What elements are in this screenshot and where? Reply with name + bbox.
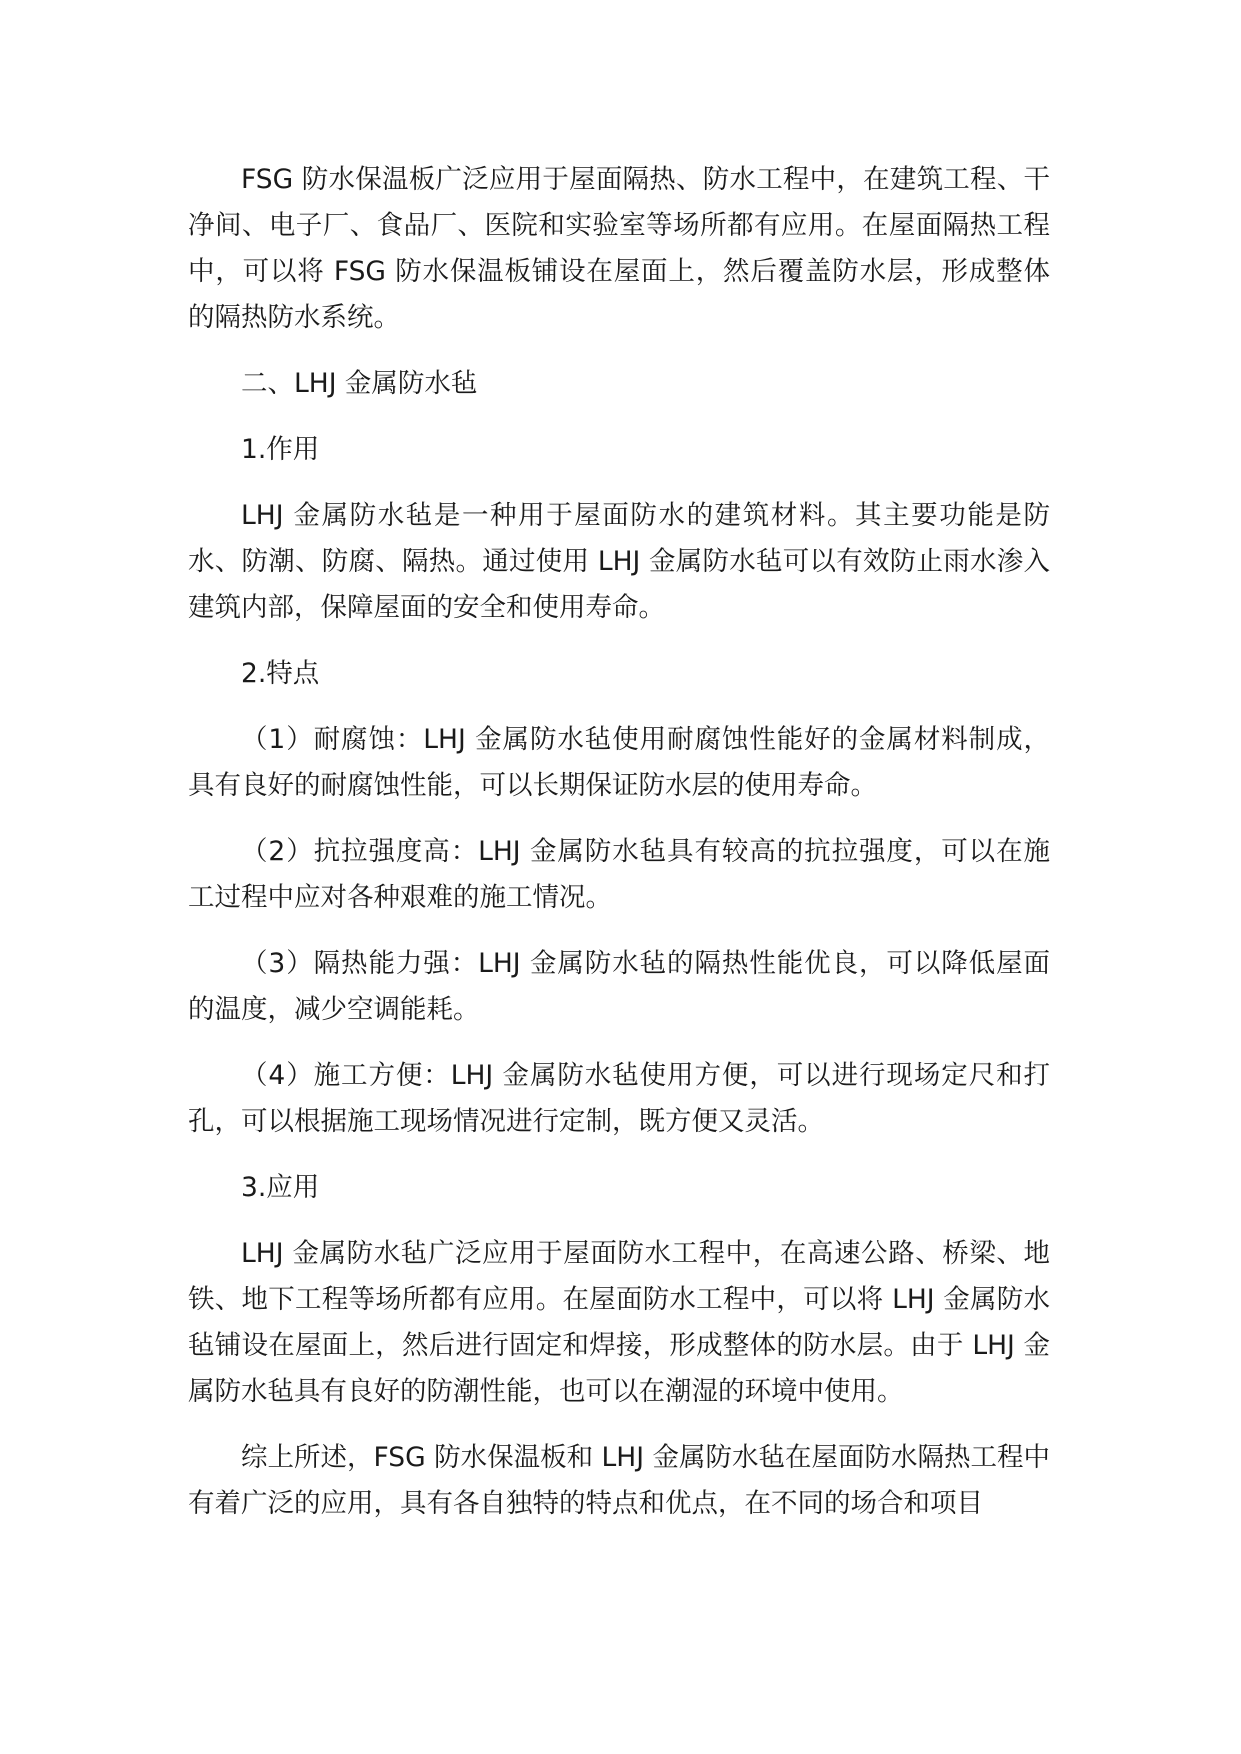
feature-item-3: （3）隔热能力强：LHJ 金属防水毡的隔热性能优良，可以降低屋面的温度，减少空调能耗。 — [188, 948, 1050, 1025]
paragraph-summary: 综上所述，FSG 防水保温板和 LHJ 金属防水毡在屋面防水隔热工程中有着广泛的应用，具有各自独特的特点和优点，在不同的场合和项目 — [188, 1442, 1050, 1519]
feature-item-2: （2）抗拉强度高：LHJ 金属防水毡具有较高的抗拉强度，可以在施工过程中应对各种艰难的施工情况。 — [188, 836, 1050, 913]
subheading-application: 3.应用 — [241, 1172, 320, 1203]
subheading-function: 1.作用 — [241, 434, 320, 465]
paragraph-fsg-application: FSG 防水保温板广泛应用于屋面隔热、防水工程中，在建筑工程、干净间、电子厂、食品厂、医院和实验室等场所都有应用。在屋面隔热工程中，可以将 FSG 防水保温板铺设在屋面上，然后覆盖防水层，形成整体的隔热防水系统。 — [188, 164, 1050, 333]
document-page — [188, 157, 1050, 1547]
feature-item-4: （4）施工方便：LHJ 金属防水毡使用方便，可以进行现场定尺和打孔，可以根据施工现场情况进行定制，既方便又灵活。 — [188, 1060, 1050, 1137]
section-heading-lhj: 二、LHJ 金属防水毡 — [241, 368, 478, 399]
paragraph-lhj-application: LHJ 金属防水毡广泛应用于屋面防水工程中，在高速公路、桥梁、地铁、地下工程等场所都有应用。在屋面防水工程中，可以将 LHJ 金属防水毡铺设在屋面上，然后进行固定和焊接，形成整体的防水层。由于 LHJ 金属防水毡具有良好的防潮性能，也可以在潮湿的环境中使用。 — [188, 1238, 1050, 1407]
subheading-features: 2.特点 — [241, 658, 320, 689]
feature-item-1: （1）耐腐蚀：LHJ 金属防水毡使用耐腐蚀性能好的金属材料制成，具有良好的耐腐蚀性能，可以长期保证防水层的使用寿命。 — [188, 724, 1050, 801]
paragraph-lhj-function: LHJ 金属防水毡是一种用于屋面防水的建筑材料。其主要功能是防水、防潮、防腐、隔热。通过使用 LHJ 金属防水毡可以有效防止雨水渗入建筑内部，保障屋面的安全和使用寿命。 — [188, 500, 1050, 623]
